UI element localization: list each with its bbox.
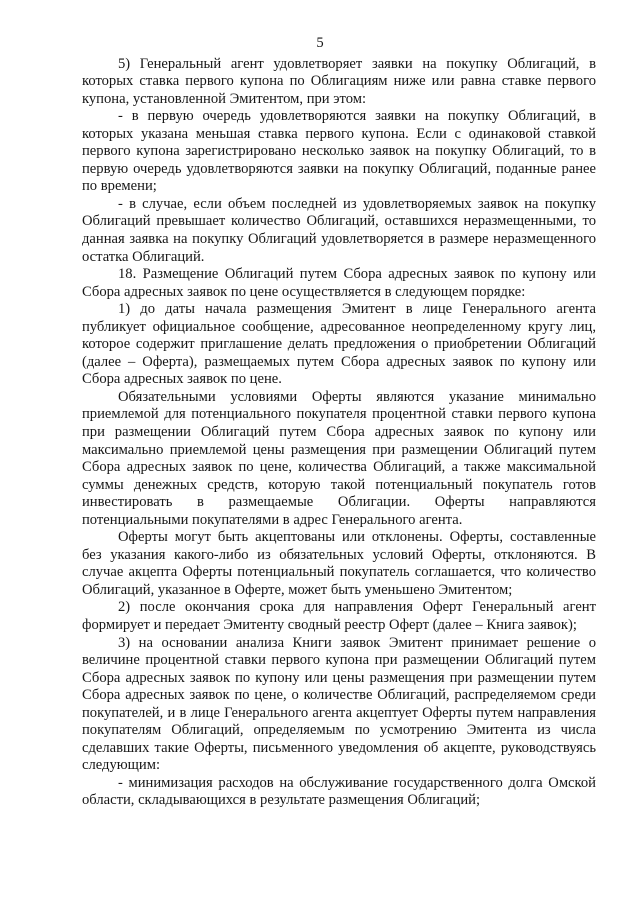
paragraph-item-5: 5) Генеральный агент удовлетворяет заявки на покупку Облигаций, в которых ставка первого купона по Облигациям ниже или равна ставке первого купона, установленной Эмитентом, при этом: [82,55,596,107]
paragraph-first-priority: - в первую очередь удовлетворяются заявки на покупку Облигаций, в которых указана меньшая ставка первого купона. Если с одинаковой ставкой первого купона зарегистрировано несколько заявок на покупку Облигаций, то в первую очередь удовлетворяются заявки на покупку Облигаций, поданные ранее по времени; [82,108,596,195]
paragraph-cost-minimization: - минимизация расходов на обслуживание государственного долга Омской области, складывающихся в результате размещения Облигаций; [82,774,596,809]
paragraph-step-2: 2) после окончания срока для направления Оферт Генеральный агент формирует и передает Эмитенту сводный реестр Оферт (далее – Книга заявок); [82,599,596,633]
page-number: 5 [316,35,324,51]
paragraph-step-1: 1) до даты начала размещения Эмитент в лице Генерального агента публикует официальное сообщение, адресованное неопределенному кругу лиц, которое содержит приглашение делать предложения о приобретении Облигаций (далее – Оферта), размещаемых путем Сбора адресных заявок по купону или Сбора адресных заявок по цене. [82,301,596,388]
paragraph-offer-conditions: Обязательными условиями Оферты являются указание минимально приемлемой для потенциального покупателя процентной ставки первого купона при размещении Облигаций путем Сбора адресных заявок по купону или максимально приемлемой цены размещения при размещении Облигаций путем Сбора адресных заявок по цене, количества Облигаций, а также максимальной суммы денежных средств, которую такой потенциальный покупатель готов инвестировать в размещаемые Облигации. Оферты направляются потенциальными покупателями в адрес Генерального агента. [82,388,596,528]
paragraph-last-order-case: - в случае, если объем последней из удовлетворяемых заявок на покупку Облигаций превышает количество Облигаций, оставшихся неразмещенными, то данная заявка на покупку Облигаций удовлетворяется в размере неразмещенного остатка Облигаций. [82,195,596,265]
paragraph-item-18: 18. Размещение Облигаций путем Сбора адресных заявок по купону или Сбора адресных заявок по цене осуществляется в следующем порядке: [82,266,596,300]
paragraph-step-3: 3) на основании анализа Книги заявок Эмитент принимает решение о величине процентной ставки первого купона при размещении Облигаций путем Сбора адресных заявок по купону или цены размещения при размещении путем Сбора адресных заявок по цене, о количестве Облигаций, распределяемом среди покупателей, и в лице Генерального агента акцептует Оферты путем направления покупателям Облигаций, определяемым по усмотрению Эмитента из числа сделавших такие Оферты, письменного уведомления об акцепте, руководствуясь следующим: [82,634,596,774]
document-body [82,56,596,811]
paragraph-offer-acceptance: Оферты могут быть акцептованы или отклонены. Оферты, составленные без указания какого-либо из обязательных условий Оферты, отклоняются. В случае акцепта Оферты потенциальный покупатель соглашается, что количество Облигаций, указанное в Оферте, может быть уменьшено Эмитентом; [82,529,596,598]
